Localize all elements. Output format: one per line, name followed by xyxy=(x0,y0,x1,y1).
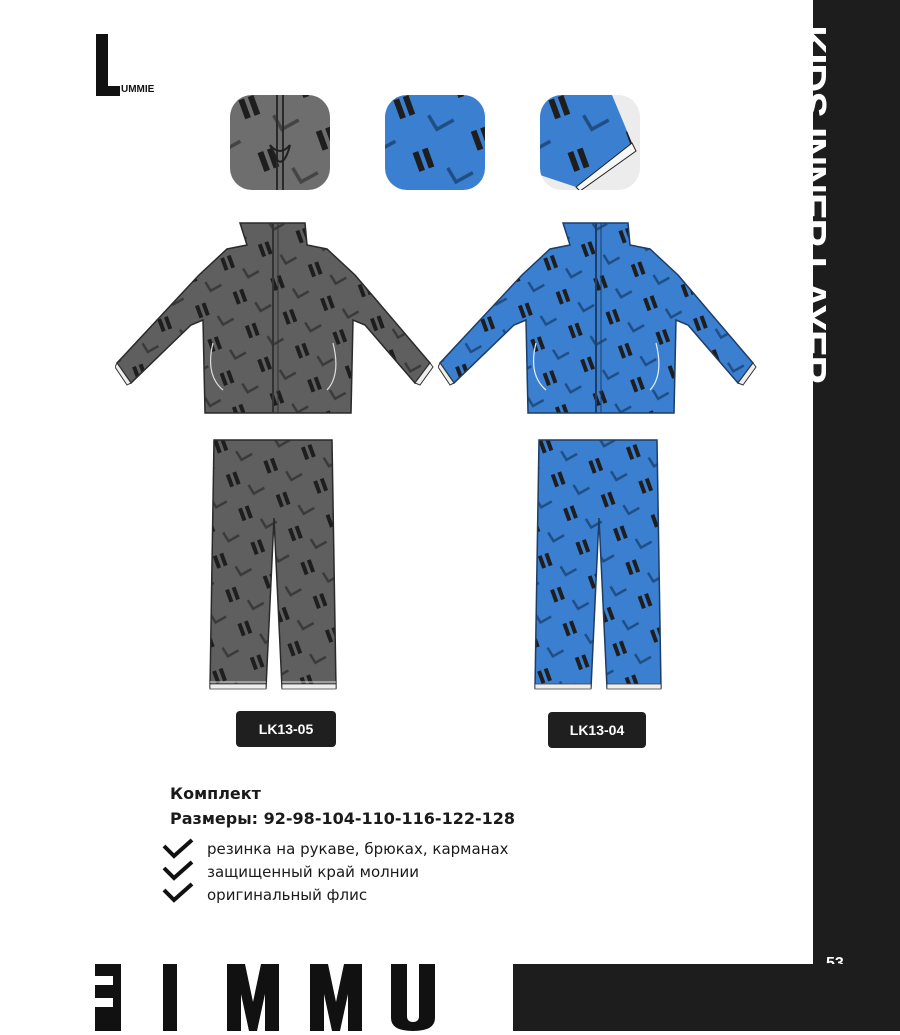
logo-text: UMMIE xyxy=(121,84,155,95)
pants-blue xyxy=(533,438,663,697)
feature-item: резинка на рукаве, брюках, карманах xyxy=(207,840,509,858)
swatch-grey-detail xyxy=(230,95,330,190)
jacket-blue xyxy=(438,215,758,419)
checkmarks-icon xyxy=(162,838,202,908)
bottom-bar xyxy=(513,964,900,1031)
pants-grey xyxy=(208,438,338,697)
feature-list xyxy=(207,838,509,907)
brand-logo xyxy=(94,34,164,98)
article-badge-blue: LK13-04 xyxy=(548,712,646,748)
feature-item: оригинальный флис xyxy=(207,886,368,904)
section-title: KIDS INNER LAYER xyxy=(789,24,834,384)
jacket-grey xyxy=(115,215,435,419)
product-sizes: Размеры: 92-98-104-110-116-122-128 xyxy=(170,809,516,828)
bottom-brand-letters xyxy=(95,964,455,1031)
swatch-blue-print xyxy=(385,95,485,190)
article-badge-grey: LK13-05 xyxy=(236,711,336,747)
swatch-blue-cuff xyxy=(540,95,640,190)
product-type: Комплект xyxy=(170,784,261,803)
feature-item: защищенный край молнии xyxy=(207,863,420,881)
